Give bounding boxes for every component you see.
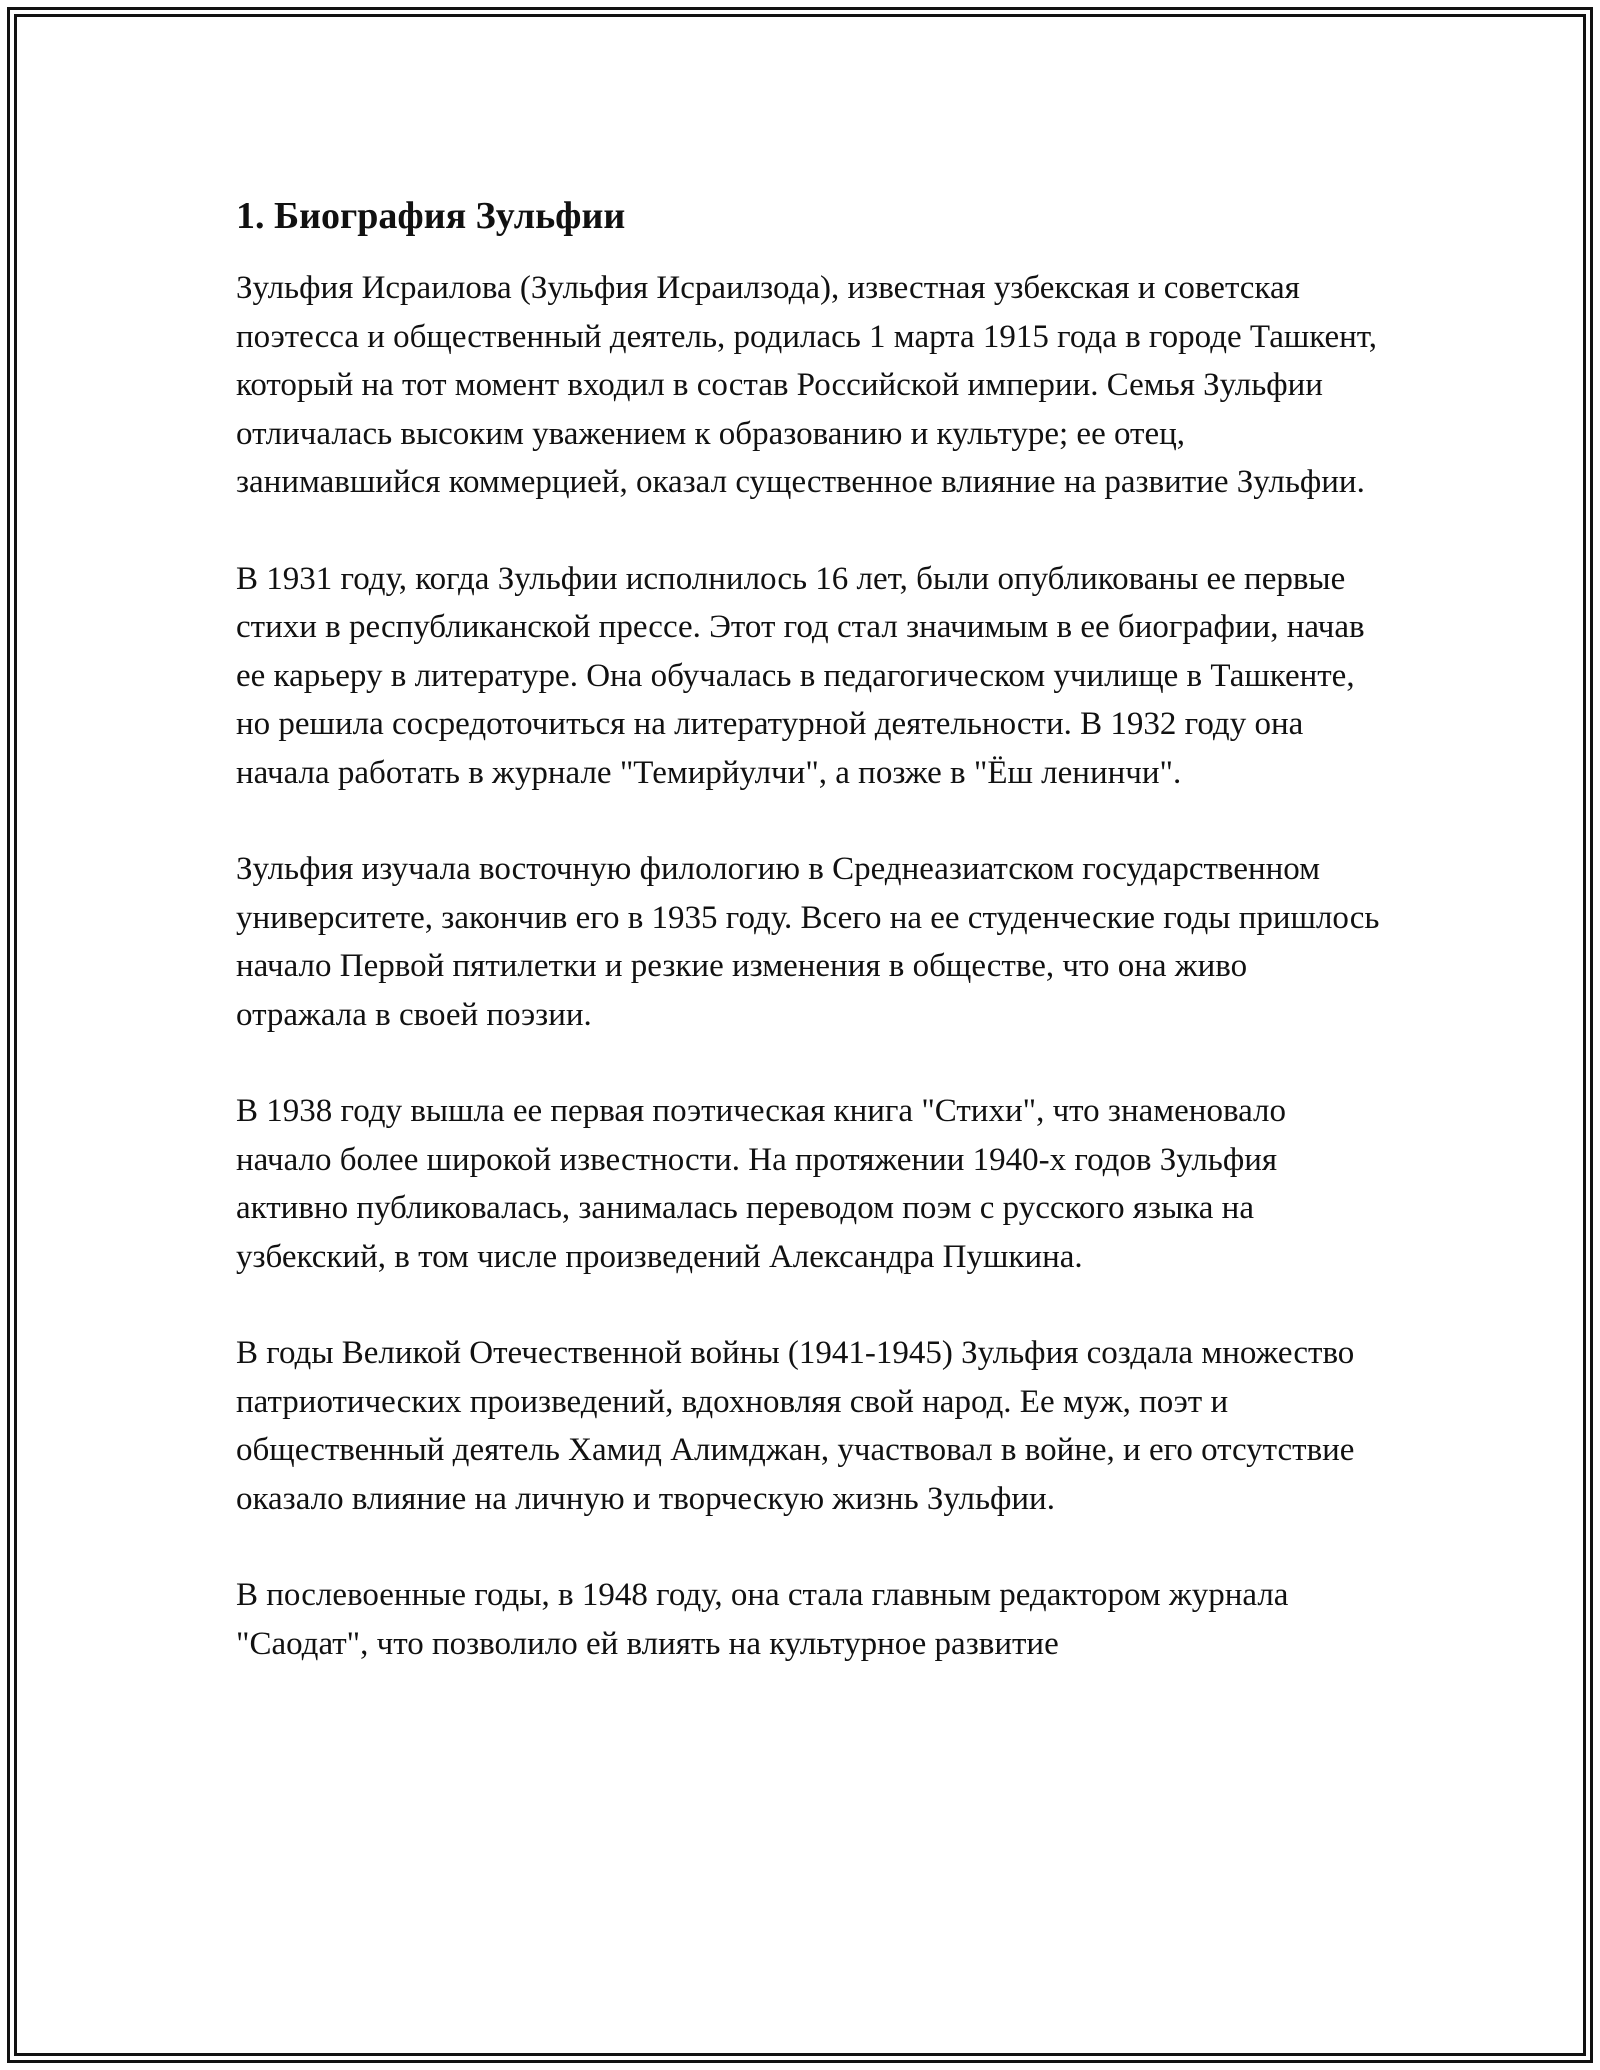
document-body xyxy=(236,188,1386,1716)
paragraph-war-years: В годы Великой Отечественной войны (1941-1945) Зульфия создала множество патриотических произведений, вдохновляя свой народ. Ее муж, поэт и общественный деятель Хамид Алимджан, участвовал в войне, и его отсутствие оказало влияние на личную и творческую жизнь Зульфии. xyxy=(236,1335,1355,1517)
paragraph-first-poems: В 1931 году, когда Зульфии исполнилось 16 лет, были опубликованы ее первые стихи в республиканской прессе. Этот год стал значимым в ее биографии, начав ее карьеру в литературе. Она обучалась в педагогическом училище в Ташкенте, но решила сосредоточиться на литературной деятельности. В 1932 году она начала работать в журнале "Темирйулчи", а позже в "Ёш ленинчи". xyxy=(236,560,1365,791)
paragraph-university: Зульфия изучала восточную филологию в Среднеазиатском государственном университете, закончив его в 1935 году. Всего на ее студенческие годы пришлось начало Первой пятилетки и резкие изменения в обществе, что она живо отражала в своей поэзии. xyxy=(236,851,1380,1033)
paragraph-postwar: В послевоенные годы, в 1948 году, она стала главным редактором журнала "Саодат", что позволило ей влиять на культурное развитие xyxy=(236,1577,1289,1662)
paragraph-first-book: В 1938 году вышла ее первая поэтическая книга "Стихи", что знаменовало начало более широкой известности. На протяжении 1940-х годов Зульфия активно публиковалась, занималась переводом поэм с русского языка на узбекский, в том числе произведений Александра Пушкина. xyxy=(236,1093,1287,1275)
paragraph-birth: Зульфия Исраилова (Зульфия Исраилзода), известная узбекская и советская поэтесса и общественный деятель, родилась 1 марта 1915 года в городе Ташкент, который на тот момент входил в состав Российской империи. Семья Зульфии отличалась высоким уважением к образованию и культуре; ее отец, занимавшийся коммерцией, оказал существенное влияние на развитие Зульфии. xyxy=(236,270,1377,500)
section-heading: 1. Биография Зульфии xyxy=(236,195,626,237)
